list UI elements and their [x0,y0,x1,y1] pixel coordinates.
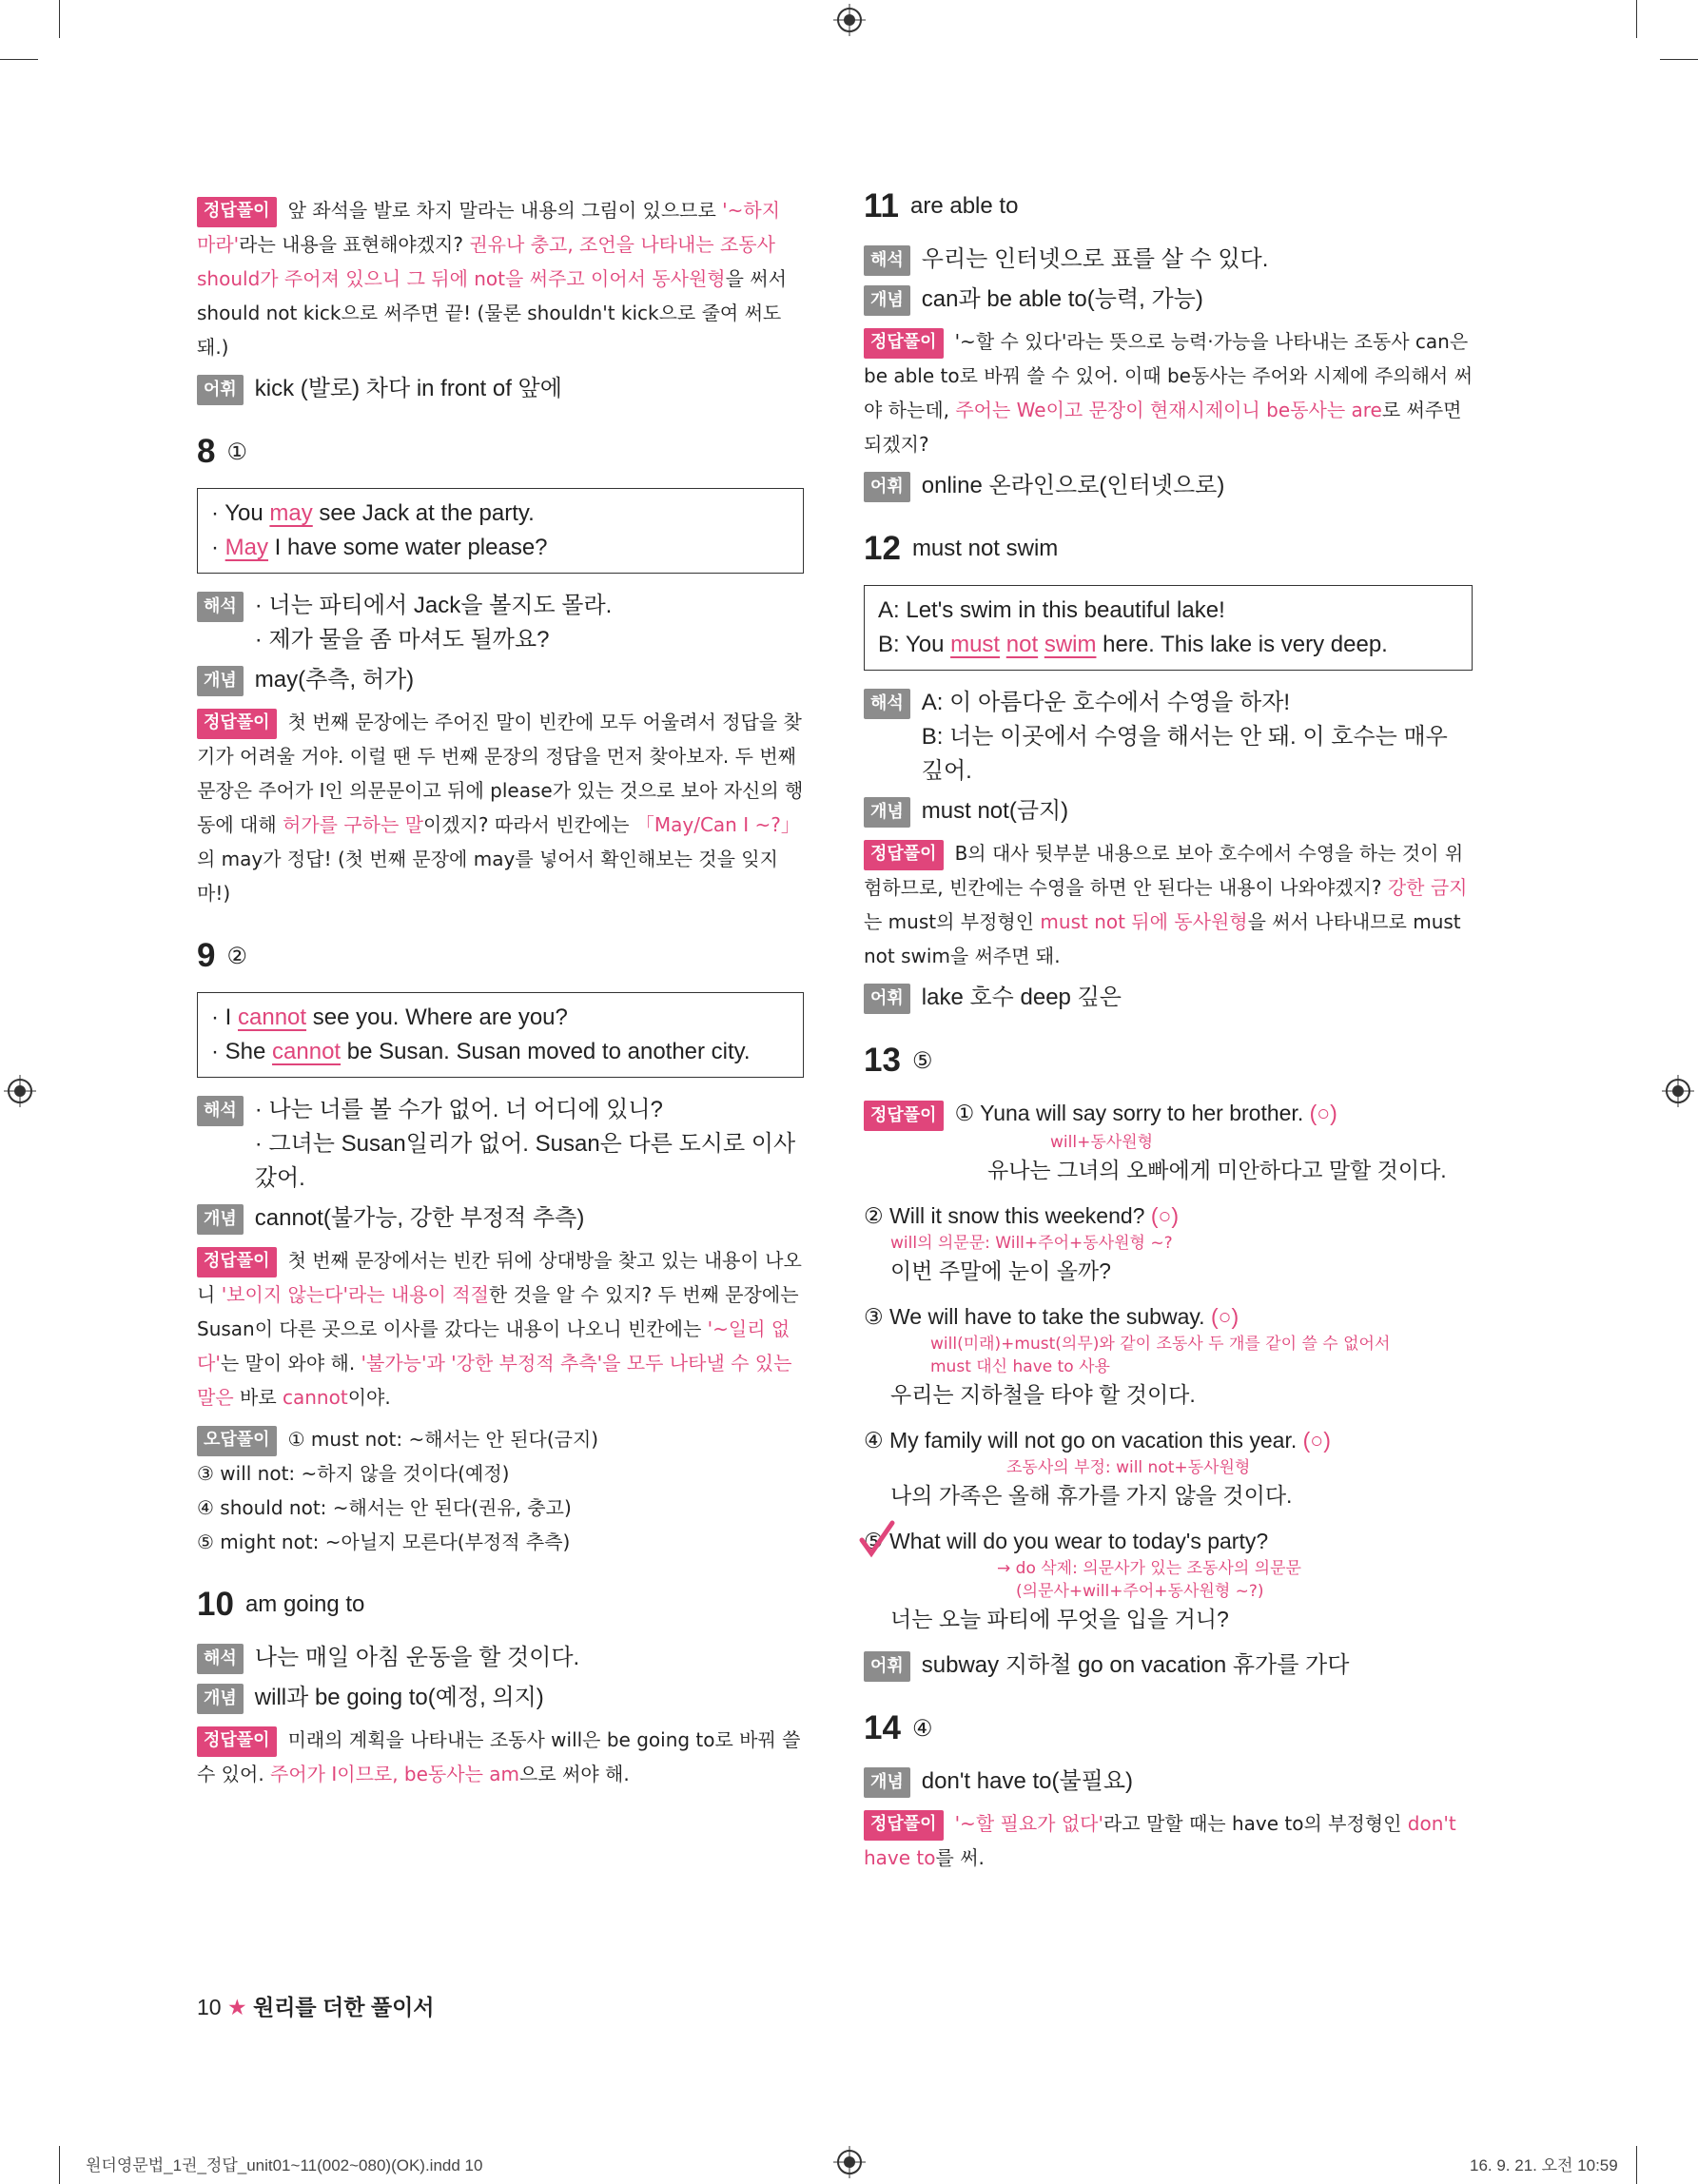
vocab-line: 어휘 online 온라인으로(인터넷으로) [864,469,1473,503]
registration-mark-icon [833,4,866,36]
question-number: 9 [197,937,216,974]
explanation: 정답풀이 앞 좌석을 발로 차지 말라는 내용의 그림이 있으므로 '~하지 마라'라는 내용을 표현해야겠지? 권유나 충고, 조언을 나타내는 조동사 should가 주어져 있으니 그 뒤에 not을 써주고 이어서 동사원형을 써서 should not kick으로 써주면 끝! (물론 shouldn't kick으로 줄여 써도 돼.) [197,193,804,364]
question-11 [864,185,1473,503]
list-item: 정답풀이 ① Yuna will say sorry to her brother. (○) will+동사원형 유나는 그녀의 오빠에게 미안하다고 말할 것이다. [864,1097,1473,1186]
question-answer: ① [226,439,247,465]
question-9 [197,935,804,1559]
crop-mark [1636,0,1637,38]
translation-line: 해석 · 나는 너를 볼 수가 없어. 너 어디에 있니? · 그녀는 Susan일리가 없어. Susan은 다른 도시로 이사 갔어. [197,1093,804,1196]
book-title: 원리를 더한 풀이서 [253,1995,435,2019]
vocab-line: 어휘 subway 지하철 go on vacation 휴가를 가다 [864,1648,1473,1683]
question-answer: ⑤ [911,1047,933,1074]
sentence-box: · You may see Jack at the party. · May I have some water please? [197,488,804,574]
explanation: 정답풀이 미래의 계획을 나타내는 조동사 will은 be going to로 바꿔 쓸 수 있어. 주어가 I이므로, be동사는 am으로 써야 해. [197,1723,804,1791]
registration-mark-icon [4,1075,36,1107]
question-14 [864,1707,1473,1875]
vocab-line: 어휘 kick (발로) 차다 in front of 앞에 [197,372,804,406]
crop-mark [59,2146,60,2184]
question-number: 8 [197,433,216,470]
crop-mark [1636,2146,1637,2184]
wrong-answer-explanation: 오답풀이 ① must not: ~해서는 안 된다(금지) ③ will not: ~하지 않을 것이다(예정) ④ should not: ~해서는 안 된다(권유, 충고) ⑤ might not: ~아닐지 모른다(부정적 추측) [197,1422,804,1559]
translation-line: 해석 우리는 인터넷으로 표를 살 수 있다. [864,243,1473,277]
concept-line: 개념 cannot(불가능, 강한 부정적 추측) [197,1201,804,1236]
print-slug-left: 원더영문법_1권_정답_unit01~11(002~080)(OK).indd 10 [86,2156,483,2174]
list-item: ④ My family will not go on vacation this year. (○) 조동사의 부정: will not+동사원형 나의 가족은 올해 휴가를 가지 않을 것이다. [864,1428,1331,1508]
dialogue-box: A: Let's swim in this beautiful lake! B: You must not swim here. This lake is very deep. [864,585,1473,671]
translation-line: 해석 A: 이 아름다운 호수에서 수영을 하자! B: 너는 이곳에서 수영을 해서는 안 돼. 이 호수는 매우 깊어. [864,686,1473,789]
list-item: ③ We will have to take the subway. (○) will(미래)+must(의무)와 같이 조동사 두 개를 같이 쓸 수 없어서 must 대신 have to 사용 우리는 지하철을 타야 할 것이다. [864,1304,1391,1407]
registration-mark-icon [1662,1075,1694,1107]
concept-line: 개념 can과 be able to(능력, 가능) [864,283,1473,317]
crop-mark [0,59,38,60]
question-13 [864,1040,1473,1683]
question-number: 12 [864,530,901,567]
question-number: 13 [864,1042,901,1079]
list-item: ⑤ What will do you wear to today's party? → do 삭제: 의문사가 있는 조동사의 의문문 (의문사+will+주어+동사원형 ~?) 너는 오늘 파티에 무엇을 입을 거니? [864,1525,1473,1635]
question-answer: are able to [910,193,1019,219]
checkmark-icon [858,1519,896,1561]
translation-line: 해석 나는 매일 아침 운동을 할 것이다. [197,1641,804,1675]
concept-line: 개념 may(추측, 허가) [197,663,804,697]
translation-line: 해석 · 너는 파티에서 Jack을 볼지도 몰라. · 제가 물을 좀 마셔도 될까요? [197,589,804,657]
vocab-line: 어휘 lake 호수 deep 깊은 [864,981,1473,1015]
question-number: 10 [197,1586,234,1623]
page-number: 10 [197,1995,222,2019]
explanation: 정답풀이 B의 대사 뒷부분 내용으로 보아 호수에서 수영을 하는 것이 위험하므로, 빈칸에는 수영을 하면 안 된다는 내용이 나와야겠지? 강한 금지는 must의 부정형인 must not 뒤에 동사원형을 써서 나타내므로 must not swim을 써주면 돼. [864,836,1473,973]
page-footer [197,1990,435,2021]
question-answer: must not swim [911,536,1059,561]
crop-mark [59,0,60,38]
concept-line: 개념 will과 be going to(예정, 의지) [197,1681,804,1715]
right-column [864,185,1473,1900]
explanation: 정답풀이 첫 번째 문장에는 주어진 말이 빈칸에 모두 어울려서 정답을 찾기가 어려울 거야. 이럴 땐 두 번째 문장의 정답을 먼저 찾아보자. 두 번째 문장은 주어가 I인 의문문이고 뒤에 please가 있는 것으로 보아 자신의 행동에 대해 허가를 구하는 말이겠지? 따라서 빈칸에는 「May/Can I ~?」의 may가 정답! (첫 번째 문장에 may를 넣어서 확인해보는 것을 잊지 마!) [197,705,804,910]
print-slug-right: 16. 9. 21. 오전 10:59 [1470,2156,1618,2174]
question-answer: ② [226,943,247,969]
question-answer: am going to [244,1591,365,1617]
question-answer: ④ [911,1715,933,1742]
explanation: 정답풀이 첫 번째 문장에서는 빈칸 뒤에 상대방을 찾고 있는 내용이 나오니 '보이지 않는다'라는 내용이 적절한 것을 알 수 있지? 두 번째 문장에는 Susan이 다른 곳으로 이사를 갔다는 내용이 나오니 빈칸에는 '~일리 없다'는 말이 와야 해. '불가능'과 '강한 부정적 추측'을 모두 나타낼 수 있는 말은 바로 cannot이야. [197,1243,804,1414]
question-8 [197,431,804,910]
question-10 [197,1584,804,1791]
question-number: 14 [864,1709,901,1746]
star-icon: ★ [226,1995,247,2019]
crop-mark [1660,59,1698,60]
intro-section [197,193,804,406]
sentence-box: · I cannot see you. Where are you? · She cannot be Susan. Susan moved to another city. [197,992,804,1078]
explanation: 정답풀이 '~할 수 있다'라는 뜻으로 능력·가능을 나타내는 조동사 can은 be able to로 바꿔 쓸 수 있어. 이때 be동사는 주어와 시제에 주의해서 써야 하는데, 주어는 We이고 문장이 현재시제이니 be동사는 are로 써주면 되겠지? [864,324,1473,461]
concept-line: 개념 must not(금지) [864,794,1473,829]
registration-mark-icon [833,2146,866,2178]
explanation-tag: 정답풀이 [197,197,277,227]
question-number: 11 [864,187,899,224]
list-item: ② Will it snow this weekend? (○) will의 의문문: Will+주어+동사원형 ~? 이번 주말에 눈이 올까? [864,1203,1180,1283]
question-12 [864,528,1473,1015]
concept-line: 개념 don't have to(불필요) [864,1765,1473,1799]
left-column [197,185,804,1816]
explanation: 정답풀이 '~할 필요가 없다'라고 말할 때는 have to의 부정형인 don't have to를 써. [864,1806,1473,1875]
